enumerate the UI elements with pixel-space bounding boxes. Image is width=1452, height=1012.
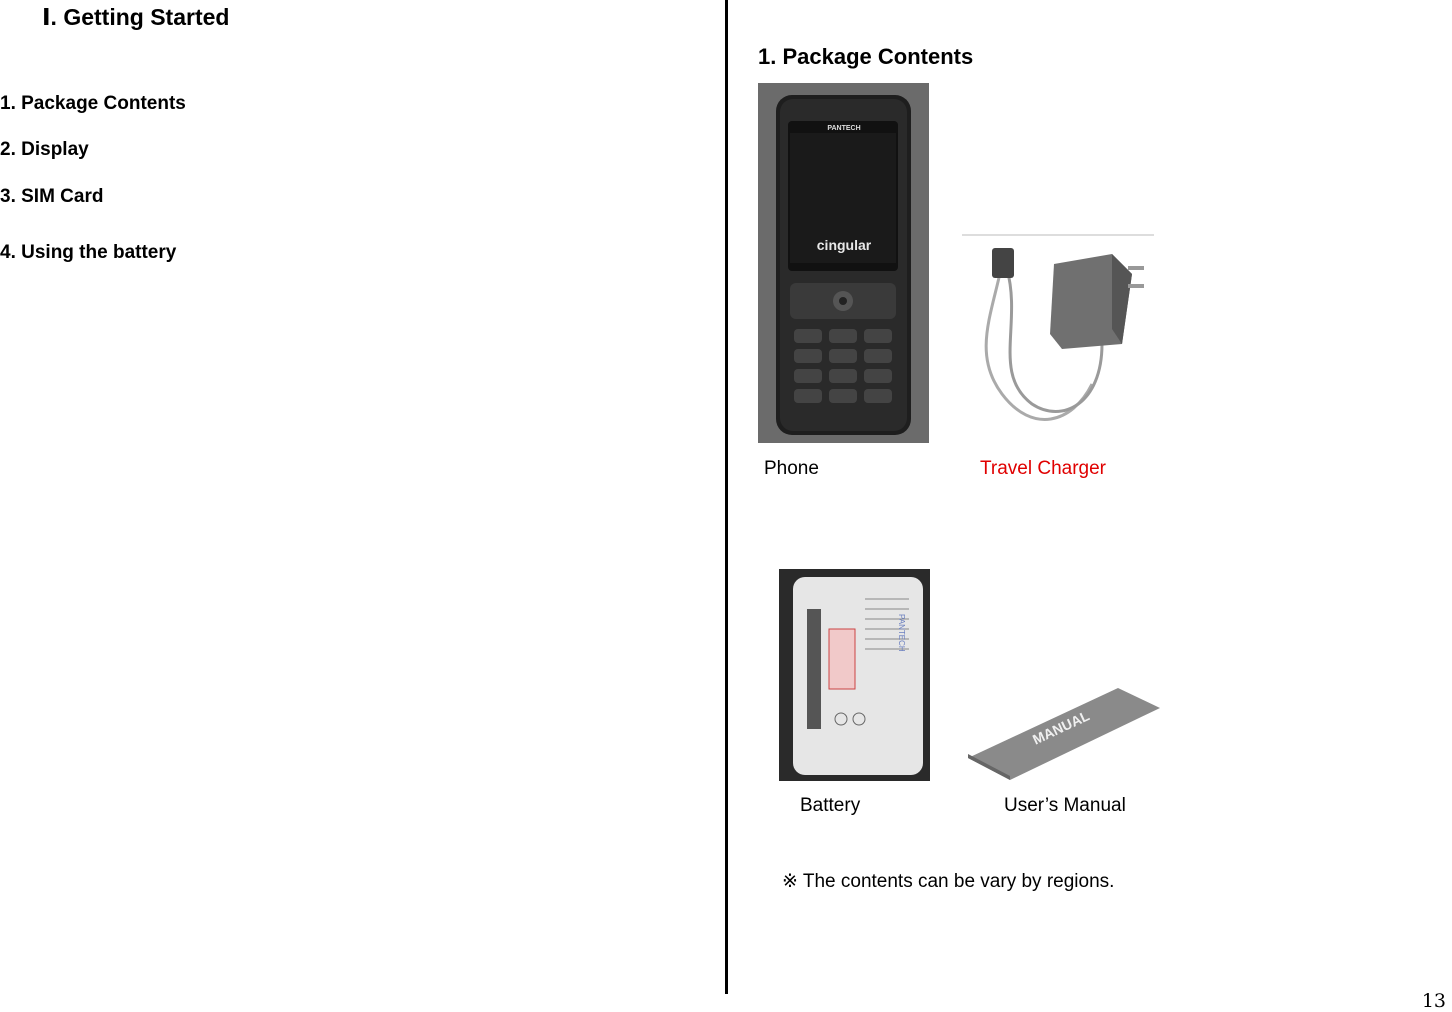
column-divider bbox=[725, 0, 728, 994]
caption-battery: Battery bbox=[800, 795, 861, 816]
toc-item-sim-card: 3. SIM Card bbox=[0, 186, 104, 207]
caption-users-manual: User’s Manual bbox=[1004, 795, 1126, 816]
charger-image bbox=[962, 234, 1154, 436]
battery-image bbox=[779, 569, 930, 781]
manual-cover-text: MANUAL bbox=[1030, 707, 1092, 748]
toc-item-package-contents: 1. Package Contents bbox=[0, 93, 186, 114]
caption-phone: Phone bbox=[764, 458, 819, 479]
battery-brand-text: PANTECH bbox=[897, 614, 906, 652]
phone-carrier-text: cingular bbox=[816, 237, 872, 253]
phone-image bbox=[758, 83, 929, 443]
phone-brand-text: PANTECH bbox=[827, 125, 861, 132]
manual-image bbox=[968, 688, 1160, 781]
page-number: 13 bbox=[1421, 990, 1446, 1012]
caption-travel-charger: Travel Charger bbox=[980, 458, 1107, 479]
chapter-title: Ⅰ. Getting Started bbox=[42, 4, 230, 30]
toc-item-display: 2. Display bbox=[0, 139, 89, 160]
regional-note: ※ The contents can be vary by regions. bbox=[782, 871, 1115, 892]
toc-item-using-battery: 4. Using the battery bbox=[0, 242, 177, 263]
section-title: 1. Package Contents bbox=[758, 44, 974, 69]
